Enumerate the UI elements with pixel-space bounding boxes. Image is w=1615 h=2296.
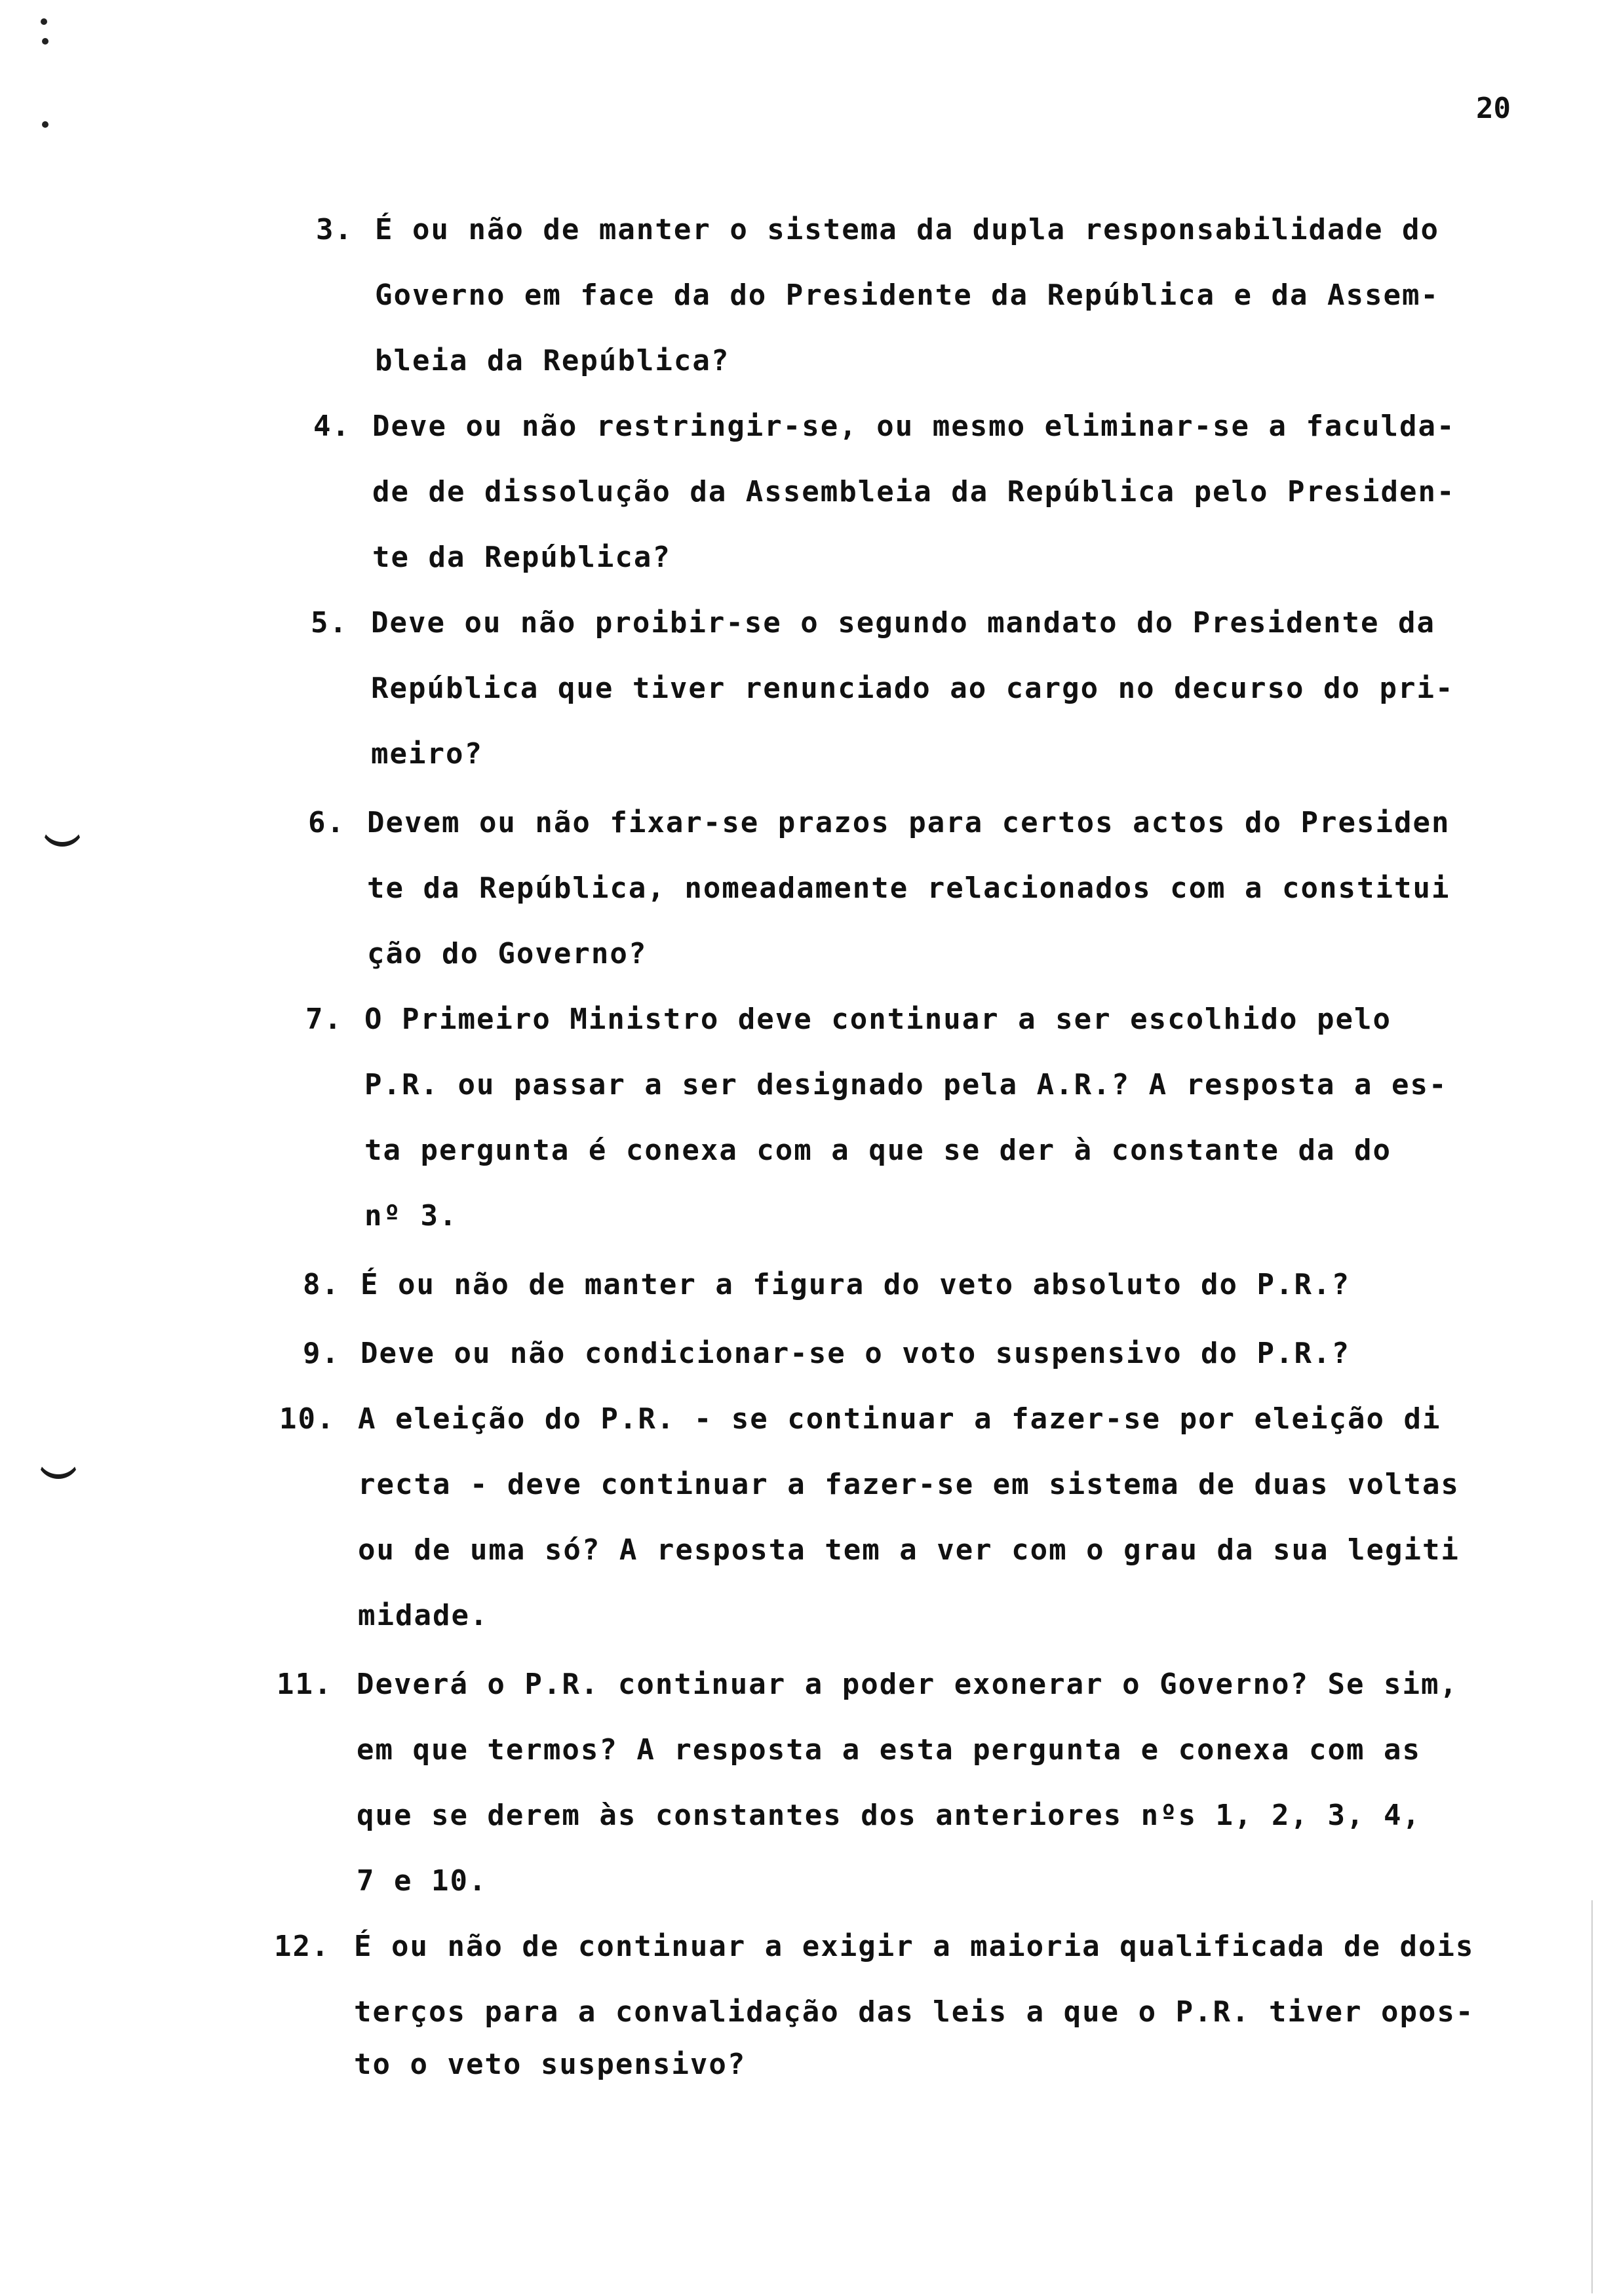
question-text-line: midade. (358, 1599, 489, 1632)
question-number: 11. (277, 1668, 333, 1701)
scan-mark (41, 18, 47, 25)
scan-mark (42, 121, 49, 128)
question-number: 7. (305, 1003, 343, 1036)
question-text-line: ta pergunta é conexa com a que se der à constante da do (364, 1134, 1391, 1167)
question-text-line: nº 3. (364, 1199, 458, 1233)
question-text-line: Devem ou não fixar-se prazos para certos actos do Presiden (367, 806, 1450, 839)
question-text-line: recta - deve continuar a fazer-se em sistema de duas voltas (358, 1468, 1460, 1501)
question-text-line: te da República, nomeadamente relacionados com a constitui (367, 871, 1450, 905)
question-text-line: te da República? (372, 541, 671, 574)
question-text-line: ção do Governo? (367, 937, 648, 970)
punch-hole-mark (41, 822, 84, 847)
question-text-line: República que tiver renunciado ao cargo no decurso do pri- (371, 672, 1454, 705)
question-text-line: em que termos? A resposta a esta pergunta e conexa com as (357, 1733, 1421, 1767)
question-text-line: to o veto suspensivo? (354, 2048, 747, 2081)
question-text-line: terços para a convalidação das leis a que o P.R. tiver opos- (354, 1995, 1475, 2029)
question-text-line: Governo em face da do Presidente da República e da Assem- (375, 278, 1439, 312)
question-text-line: ou de uma só? A resposta tem a ver com o grau da sua legiti (358, 1533, 1460, 1567)
question-number: 6. (308, 806, 345, 839)
question-number: 8. (303, 1268, 340, 1301)
question-number: 3. (316, 213, 353, 246)
question-text-line: bleia da República? (375, 344, 730, 377)
question-text-line: que se derem às constantes dos anteriores nºs 1, 2, 3, 4, (357, 1799, 1421, 1832)
question-text-line: de de dissolução da Assembleia da República pelo Presiden- (372, 475, 1456, 508)
question-text-line: É ou não de manter o sistema da dupla responsabilidade do (375, 213, 1439, 246)
question-text-line: Deve ou não condicionar-se o voto suspensivo do P.R.? (360, 1337, 1350, 1370)
question-number: 10. (279, 1402, 336, 1436)
question-number: 4. (313, 410, 351, 443)
question-text-line: meiro? (371, 737, 483, 771)
question-text-line: Deve ou não proibir-se o segundo mandato do Presidente da (371, 606, 1435, 640)
page-number: 20 (1476, 92, 1511, 125)
question-text-line: Deve ou não restringir-se, ou mesmo eliminar-se a faculda- (372, 410, 1456, 443)
question-text-line: 7 e 10. (357, 1864, 488, 1898)
question-text-line: Deverá o P.R. continuar a poder exonerar o Governo? Se sim, (357, 1668, 1458, 1701)
scan-mark (42, 38, 49, 45)
question-number: 5. (311, 606, 348, 640)
question-text-line: É ou não de manter a figura do veto absoluto do P.R.? (360, 1268, 1350, 1301)
punch-hole-mark (37, 1455, 80, 1479)
question-number: 12. (274, 1930, 330, 1963)
question-number: 9. (303, 1337, 340, 1370)
question-text-line: É ou não de continuar a exigir a maioria qualificada de dois (354, 1930, 1475, 1963)
question-text-line: P.R. ou passar a ser designado pela A.R.? A resposta a es- (364, 1068, 1448, 1101)
question-text-line: A eleição do P.R. - se continuar a fazer-se por eleição di (358, 1402, 1441, 1436)
page-edge (1591, 1900, 1593, 2293)
question-text-line: O Primeiro Ministro deve continuar a ser escolhido pelo (364, 1003, 1391, 1036)
